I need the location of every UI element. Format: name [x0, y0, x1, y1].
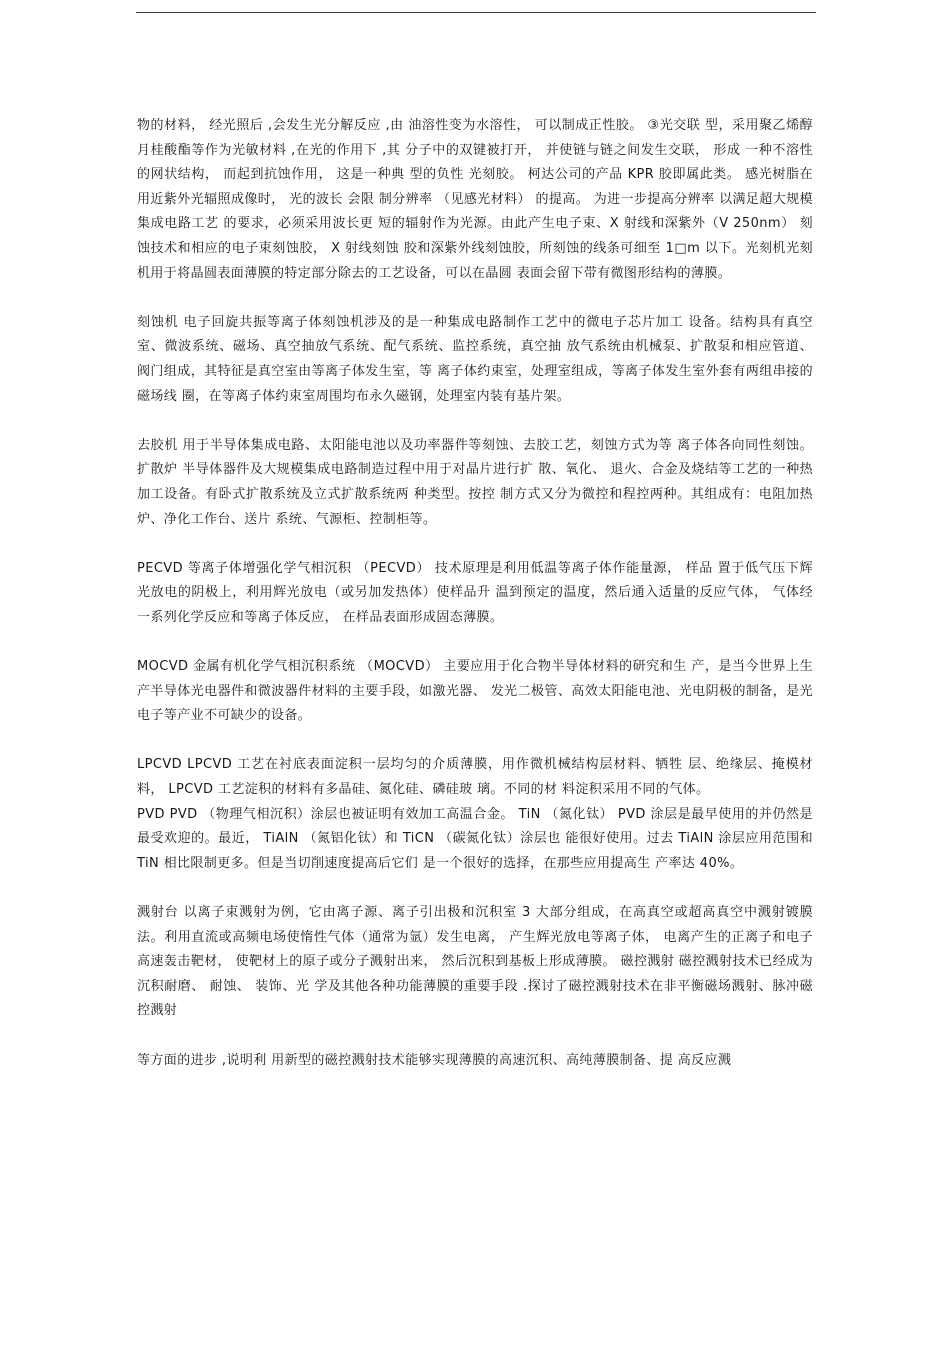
paragraph-pecvd: PECVD 等离子体增强化学气相沉积 （PECVD） 技术原理是利用低温等离子体作能量源， 样品 置于低气压下辉光放电的阴极上，利用辉光放电（或另加发热体）使样品升 温到预定的温度，然后通入适量的反应气体， 气体经一系列化学反应和等离子体反应， 在样品表面形成固态薄膜。 [137, 560, 813, 625]
paragraph-pvd: PVD PVD （物理气相沉积）涂层也被证明有效加工高温合金。 TiN （氮化钛） PVD 涂层是最早使用的并仍然是最受欢迎的。最近， TiAlN （氮铝化钛）和 TiCN （碳氮化钛）涂层也 能很好使用。过去 TiAlN 涂层应用范围和 TiN 相比限制更多。但是当切削速度提高后它们 是一个很好的选择，在那些应用提高生 产率达 40%。 [137, 806, 813, 871]
document-body [137, 114, 813, 1073]
paragraph-sputtering-continued: 等方面的进步 ,说明利 用新型的磁控溅射技术能够实现薄膜的高速沉积、高纯薄膜制备、提 高反应溅 [137, 1052, 732, 1068]
paragraph-photoresist: 物的材料， 经光照后 ,会发生光分解反应 ,由 油溶性变为水溶性， 可以制成正性胶。 ③光交联 型，采用聚乙烯醇月桂酸酯等作为光敏材料 ,在光的作用下 ,其 分子中的双键被打开， 并使链与链之间发生交联， 形成 一种不溶性的网状结构， 而起到抗蚀作用， 这是一种典 型的负性 光刻胶。 柯达公司的产品 KPR 胶即属此类。 感光树脂在用近紫外光辐照成像时， 光的波长 会限 制分辨率 （见感光材料） 的提高。 为进一步提高分辨率 以满足超大规模集成电路工艺 的要求，必须采用波长更 短的辐射作为光源。由此产生电子束、X 射线和深紫外（V 250nm） 刻蚀技术和相应的电子束刻蚀胶， X 射线刻蚀 胶和深紫外线刻蚀胶，所刻蚀的线条可细至 1□m 以下。光刻机光刻机用于将晶圆表面薄膜的特定部分除去的工艺设备，可以在晶圆 表面会留下带有微图形结构的薄膜。 [137, 118, 813, 281]
paragraph-sputtering: 溅射台 以离子束溅射为例，它由离子源、离子引出极和沉积室 3 大部分组成，在高真空或超高真空中溅射镀膜法。利用直流或高频电场使惰性气体（通常为氩）发生电离， 产生辉光放电等离子体， 电离产生的正离子和电子高速轰击靶材， 使靶材上的原子或分子溅射出来， 然后沉积到基板上形成薄膜。 磁控溅射 磁控溅射技术已经成为沉积耐磨、 耐蚀、 装饰、光 学及其他各种功能薄膜的重要手段 .探讨了磁控溅射技术在非平衡磁场溅射、脉冲磁控溅射 [137, 905, 813, 1019]
header-rule [136, 12, 816, 13]
paragraph-stripper-furnace: 去胶机 用于半导体集成电路、太阳能电池以及功率器件等刻蚀、去胶工艺，刻蚀方式为等 离子体各向同性刻蚀。 扩散炉 半导体器件及大规模集成电路制造过程中用于对晶片进行扩 散、氧化、 退火、合金及烧结等工艺的一种热加工设备。有卧式扩散系统及立式扩散系统两 种类型。按控 制方式又分为微控和程控两种。其组成有：电阻加热炉、净化工作台、送片 系统、气源柜、控制柜等。 [137, 437, 813, 527]
paragraph-etcher: 刻蚀机 电子回旋共振等离子体刻蚀机涉及的是一种集成电路制作工艺中的微电子芯片加工 设备。结构具有真空室、微波系统、磁场、真空抽放气系统、配气系统、监控系统，真空抽 放气系统由机械泵、扩散泵和相应管道、 阀门组成，其特征是真空室由等离子体发生室，等 离子体约束室，处理室组成，等离子体发生室外套有两组串接的磁场线 圈，在等离子体约束室周围均布永久磁钢，处理室内装有基片架。 [137, 314, 813, 404]
paragraph-lpcvd: LPCVD LPCVD 工艺在衬底表面淀积一层均匀的介质薄膜，用作微机械结构层材料、牺牲 层、绝缘层、掩模材料， LPCVD 工艺淀积的材料有多晶硅、氮化硅、磷硅玻 璃。不同的材 料淀积采用不同的气体。 [137, 757, 813, 798]
paragraph-mocvd: MOCVD 金属有机化学气相沉积系统 （MOCVD） 主要应用于化合物半导体材料的研究和生 产，是当今世界上生产半导体光电器件和微波器件材料的主要手段，如激光器、 发光二极管、高效太阳能电池、光电阴极的制备，是光电子等产业不可缺少的设备。 [137, 659, 813, 724]
